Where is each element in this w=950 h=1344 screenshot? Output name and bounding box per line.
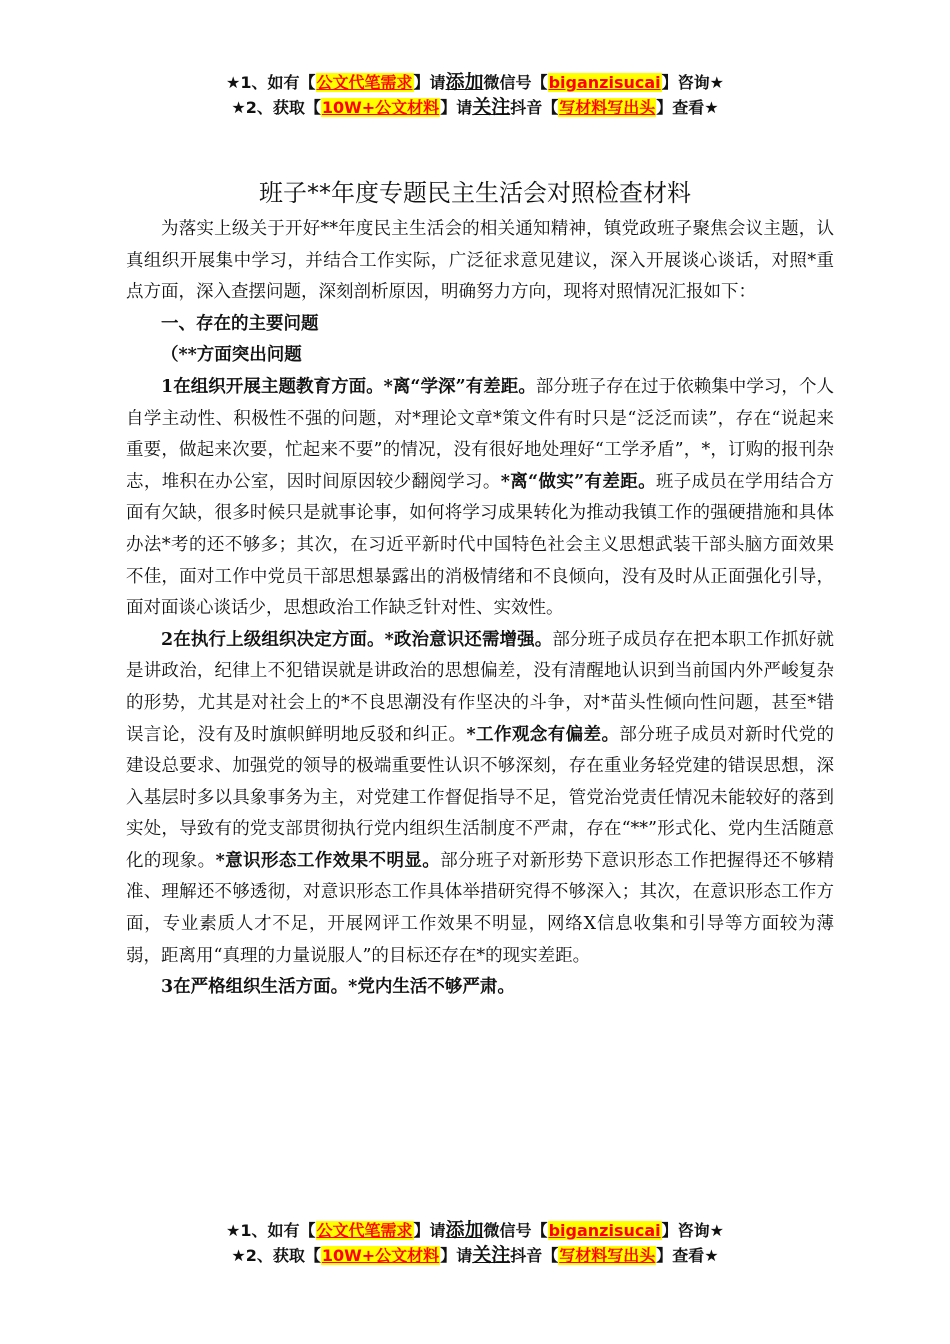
banner-highlight-wechat: biganzisucai	[548, 1221, 661, 1240]
banner-line-2: ★2、获取【10W+公文材料】请关注抖音【写材料写出头】查看★	[231, 1244, 719, 1266]
banner-highlight-materials: 10W+公文材料	[321, 1246, 440, 1265]
banner-line-1: ★1、如有【公文代笔需求】请添加微信号【biganzisucai】咨询★	[226, 1219, 724, 1241]
subsection-heading-1: （**方面突出问题	[161, 345, 302, 366]
section-heading-1: 一、存在的主要问题	[161, 313, 319, 334]
paragraph-3: 3在严格组织生活方面。*党内生活不够严肃。	[161, 977, 515, 998]
bottom-banner	[0, 1218, 950, 1268]
document-title: 班子**年度专题民主生活会对照检查材料	[259, 179, 691, 207]
banner-highlight-service: 公文代笔需求	[316, 1221, 413, 1240]
banner-highlight-douyin: 写材料写出头	[559, 98, 656, 117]
banner-highlight-service: 公文代笔需求	[316, 73, 413, 92]
banner-highlight-wechat: biganzisucai	[548, 73, 661, 92]
banner-line-2: ★2、获取【10W+公文材料】请关注抖音【写材料写出头】查看★	[231, 96, 719, 118]
banner-line-1: ★1、如有【公文代笔需求】请添加微信号【biganzisucai】咨询★	[226, 71, 724, 93]
intro-paragraph: 为落实上级关于开好**年度民主生活会的相关通知精神，镇党政班子聚焦会议主题，认真组织开展集中学习，并结合工作实际，广泛征求意见建议，深入开展谈心谈话，对照*重点方面，深入查摆问题，深刻剖析原因，明确努力方向，现将对照情况汇报如下：	[126, 219, 834, 303]
paragraph-1: 1在组织开展主题教育方面。*离“学深”有差距。部分班子存在过于依赖集中学习，个人自学主动性、积极性不强的问题，对*理论文章*策文件有时只是“泛泛而读”，存在“说起来重要，做起来次要，忙起来不要”的情况，没有很好地处理好“工学矛盾”，*，订购的报刊杂志，堆积在办公室，因时间原因较少翻阅学习。*离“做实”有差距。班子成员在学用结合方面有欠缺，很多时候只是就事论事，如何将学习成果转化为推动我镇工作的强硬措施和具体办法*考的还不够多；其次，在习近平新时代中国特色社会主义思想武装干部头脑方面效果不佳，面对工作中党员干部思想暴露出的消极情绪和不良倾向，没有及时从正面强化引导，面对面谈心谈话少，思想政治工作缺乏针对性、实效性。	[126, 376, 835, 619]
banner-highlight-douyin: 写材料写出头	[559, 1246, 656, 1265]
document-body	[126, 214, 834, 1004]
top-banner	[0, 70, 950, 120]
paragraph-2: 2在执行上级组织决定方面。*政治意识还需增强。部分班子成员存在把本职工作抓好就是讲政治，纪律上不犯错误就是讲政治的思想偏差，没有清醒地认识到当前国内外严峻复杂的形势，尤其是对社会上的*不良思潮没有作坚决的斗争，对*苗头性倾向性问题，甚至*错误言论，没有及时旗帜鲜明地反驳和纠正。*工作观念有偏差。部分班子成员对新时代党的建设总要求、加强党的领导的极端重要性认识不够深刻，存在重业务轻党建的错误思想，深入基层时多以具象事务为主，对党建工作督促指导不足，管党治党责任情况未能较好的落到实处，导致有的党支部贯彻执行党内组织生活制度不严肃，存在“**”形式化、党内生活随意化的现象。*意识形态工作效果不明显。部分班子对新形势下意识形态工作把握得还不够精准、理解还不够透彻，对意识形态工作具体举措研究得不够深入；其次，在意识形态工作方面，专业素质人才不足，开展网评工作效果不明显，网络X信息收集和引导等方面较为薄弱，距离用“真理的力量说服人”的目标还存在*的现实差距。	[126, 629, 835, 966]
banner-highlight-materials: 10W+公文材料	[321, 98, 440, 117]
